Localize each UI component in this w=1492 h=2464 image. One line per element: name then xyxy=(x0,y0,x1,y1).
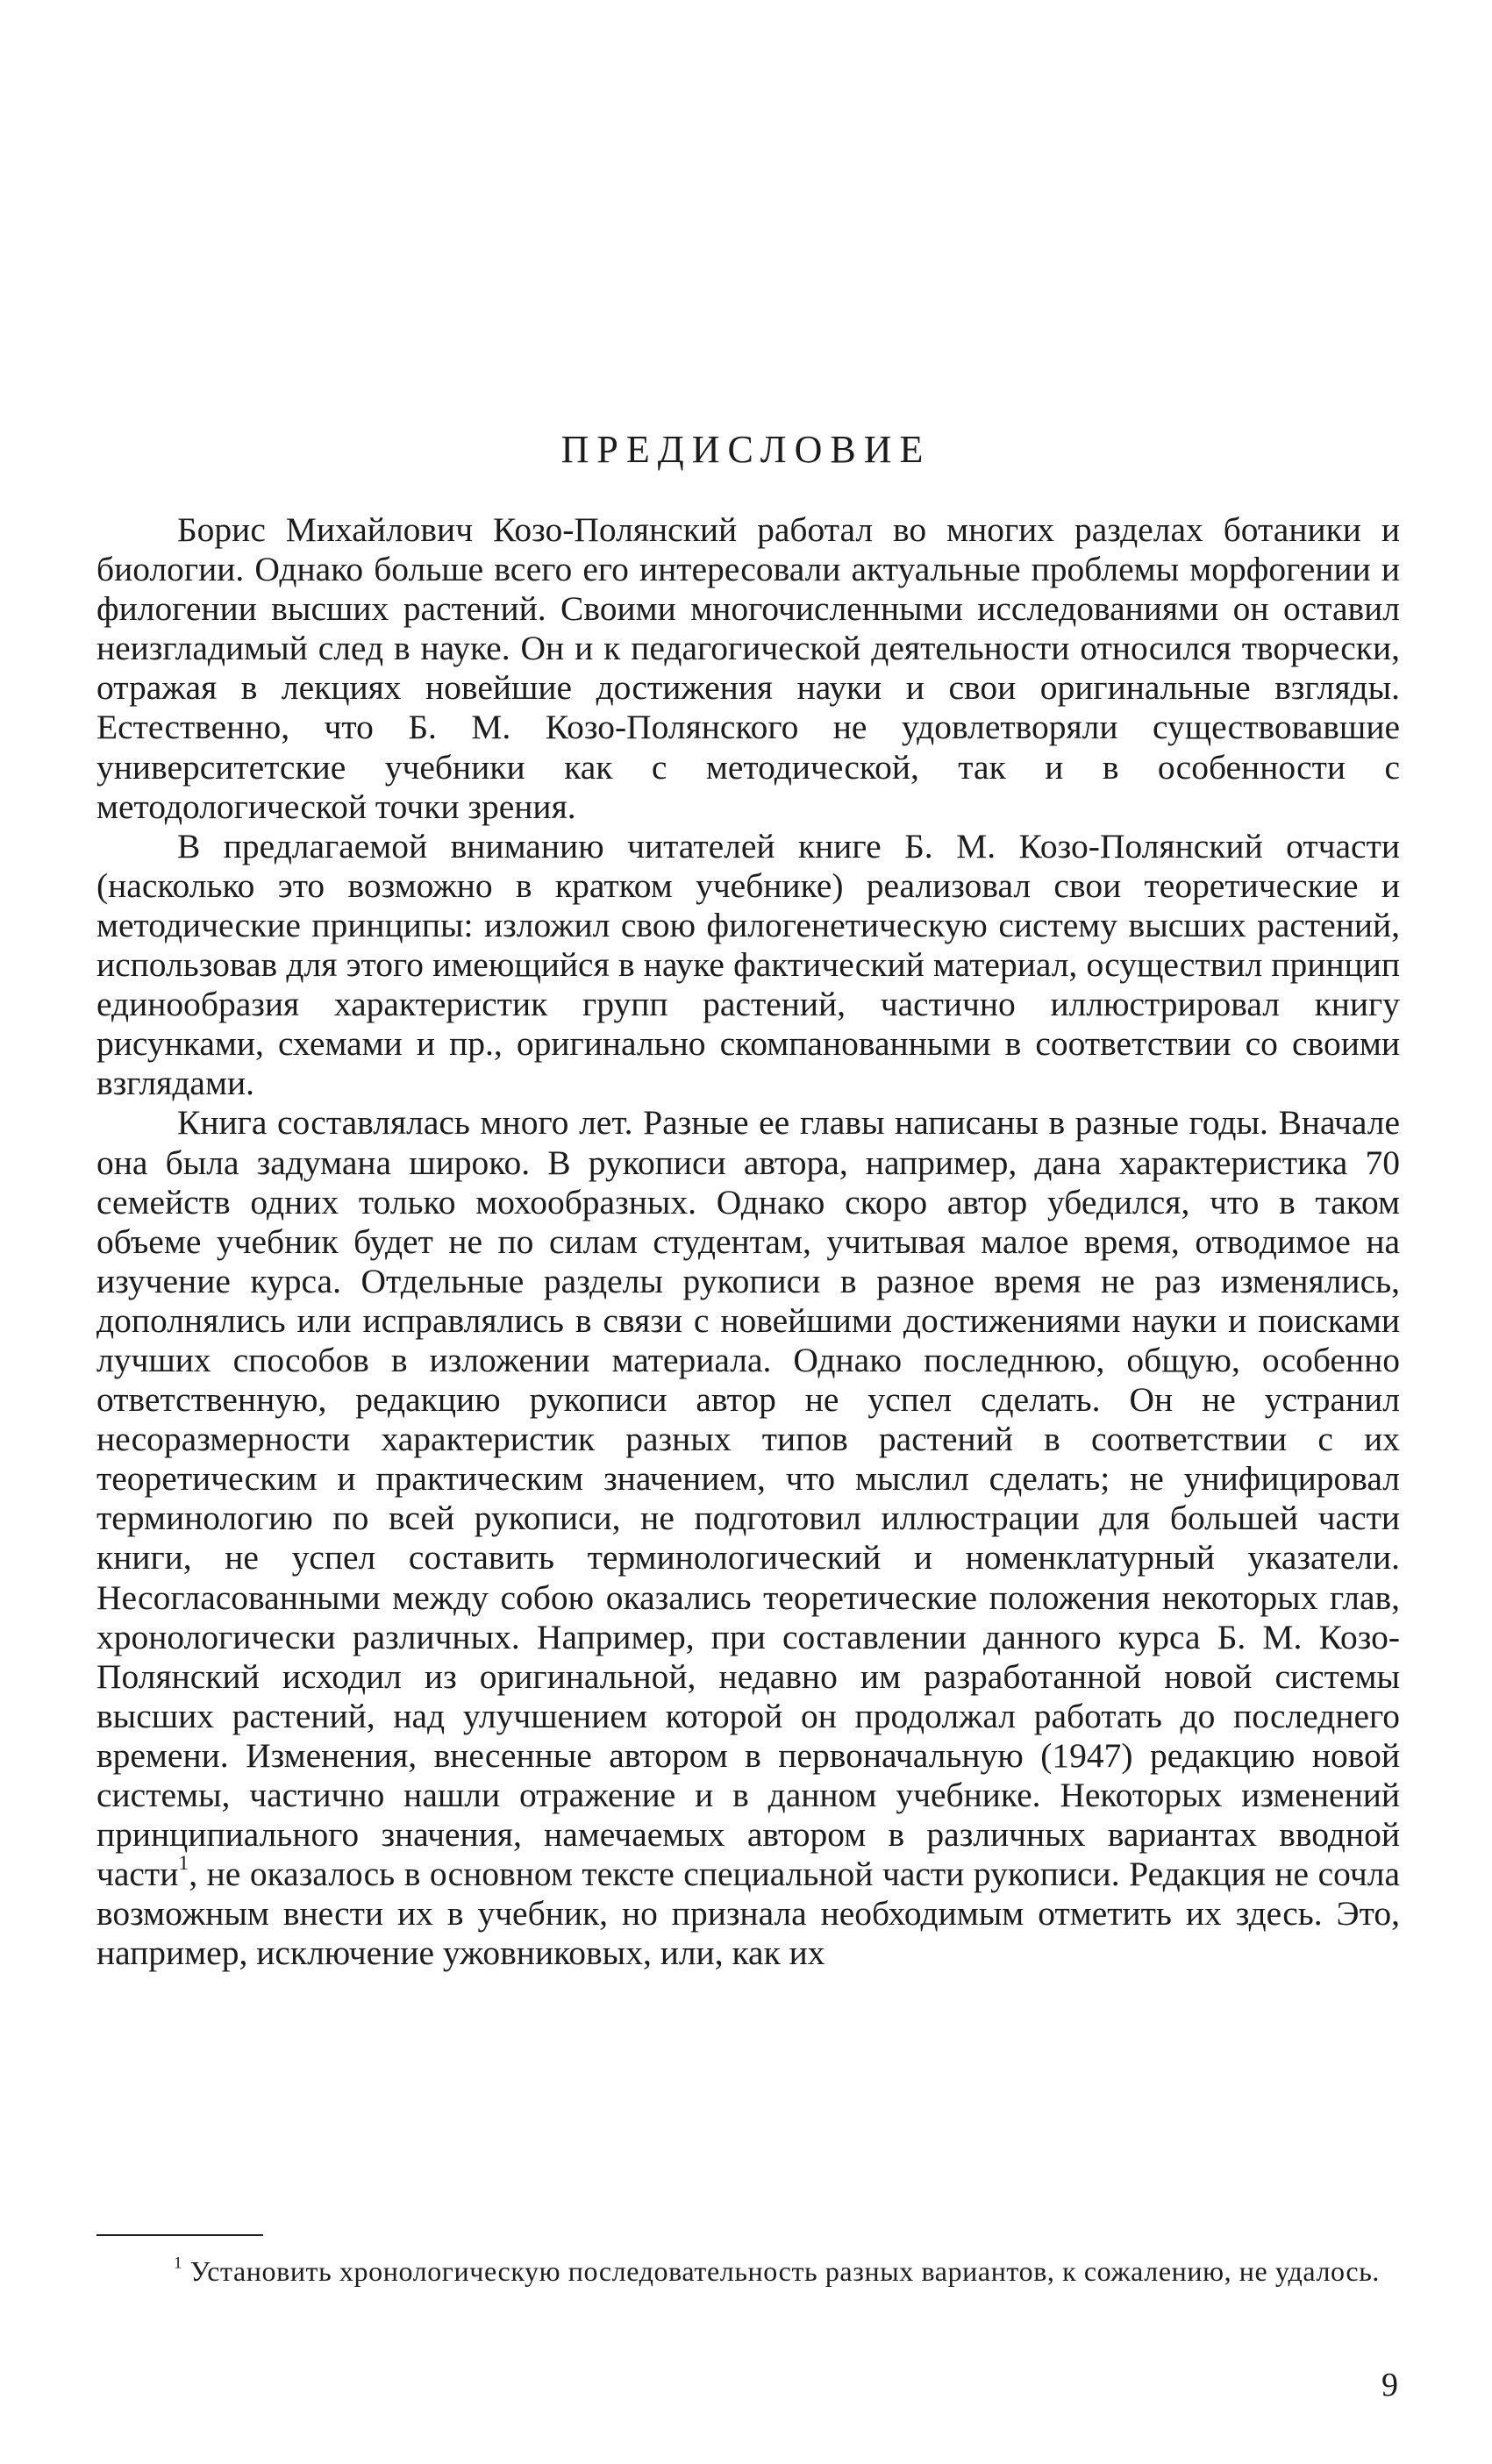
body-text xyxy=(96,510,1400,1973)
paragraph-1: Борис Михайлович Козо-Полянский работал во многих разделах ботаники и биологии. Однако больше всего его интересовали актуальные проблемы морфогении и филогении высших растений. Своими многочисленными исследованиями он оставил неизгладимый след в науке. Он и к педагогической деятельности относился творчески, отражая в лекциях новейшие достижения науки и свои оригинальные взгляды. Естественно, что Б. М. Козо-Полянского не удовлетворяли существовавшие университетские учебники как с методической, так и в особенности с методологической точки зрения. xyxy=(96,510,1400,826)
paragraph-2: В предлагаемой вниманию читателей книге Б. М. Козо-Полянский отчасти (насколько это возможно в кратком учебнике) реализовал свои теоретические и методические принципы: изложил свою филогенетическую систему высших растений, использовав для этого имеющийся в науке фактический материал, осуществил принцип единообразия характеристик групп растений, частично иллюстрировал книгу рисунками, схемами и пр., оригинально скомпанованными в соответствии со своими взглядами. xyxy=(96,826,1400,1103)
footnote-text: Установить хронологическую последовательность разных вариантов, к сожалению, не удалось. xyxy=(182,2255,1381,2287)
footnote xyxy=(96,2253,1400,2290)
page-number: 9 xyxy=(1381,2367,1398,2403)
footnote-divider xyxy=(96,2234,263,2236)
paragraph-3 xyxy=(96,1103,1400,1973)
footnote-mark: 1 xyxy=(174,2254,183,2273)
paragraph-3-text-before-note: Книга составлялась много лет. Разные ее главы написаны в разные годы. Вначале она была задумана широко. В рукописи автора, например, дана характеристика 70 семейств одних только мохообразных. Однако скоро автор убедился, что в таком объеме учебник будет не по силам студентам, учитывая малое время, отводимое на изучение курса. Отдельные разделы рукописи в разное время не раз изменялись, дополнялись или исправлялись в связи с новейшими достижениями науки и поисками лучших способов в изложении материала. Однако последнюю, общую, особенно ответственную, редакцию рукописи автор не успел сделать. Он не устранил несоразмерности характеристик разных типов растений в соответствии с их теоретическим и практическим значением, что мыслил сделать; не унифицировал терминологию по всей рукописи, не подготовил иллюстрации для большей части книги, не успел составить терминологический и номенклатурный указатели. Несогласованными между собою оказались теоретические положения некоторых глав, хронологически различных. Например, при составлении данного курса Б. М. Козо-Полянский исходил из оригинальной, недавно им разработанной новой системы высших растений, над улучшением которой он продолжал работать до последнего времени. Изменения, внесенные автором в первоначальную (1947) редакцию новой системы, частично нашли отражение и в данном учебнике. Некоторых изменений принципиального значения, намечаемых автором в различных вариантах вводной части xyxy=(96,1103,1400,1894)
page-title: ПРЕДИСЛОВИЕ xyxy=(560,428,932,471)
footnote-reference: 1 xyxy=(178,1852,189,1876)
paragraph-3-text-after-note: , не оказалось в основном тексте специальной части рукописи. Редакция не сочла возможным внести их в учебник, но признала необходимым отметить их здесь. Это, например, исключение ужовниковых, или, как их xyxy=(96,1855,1400,1973)
